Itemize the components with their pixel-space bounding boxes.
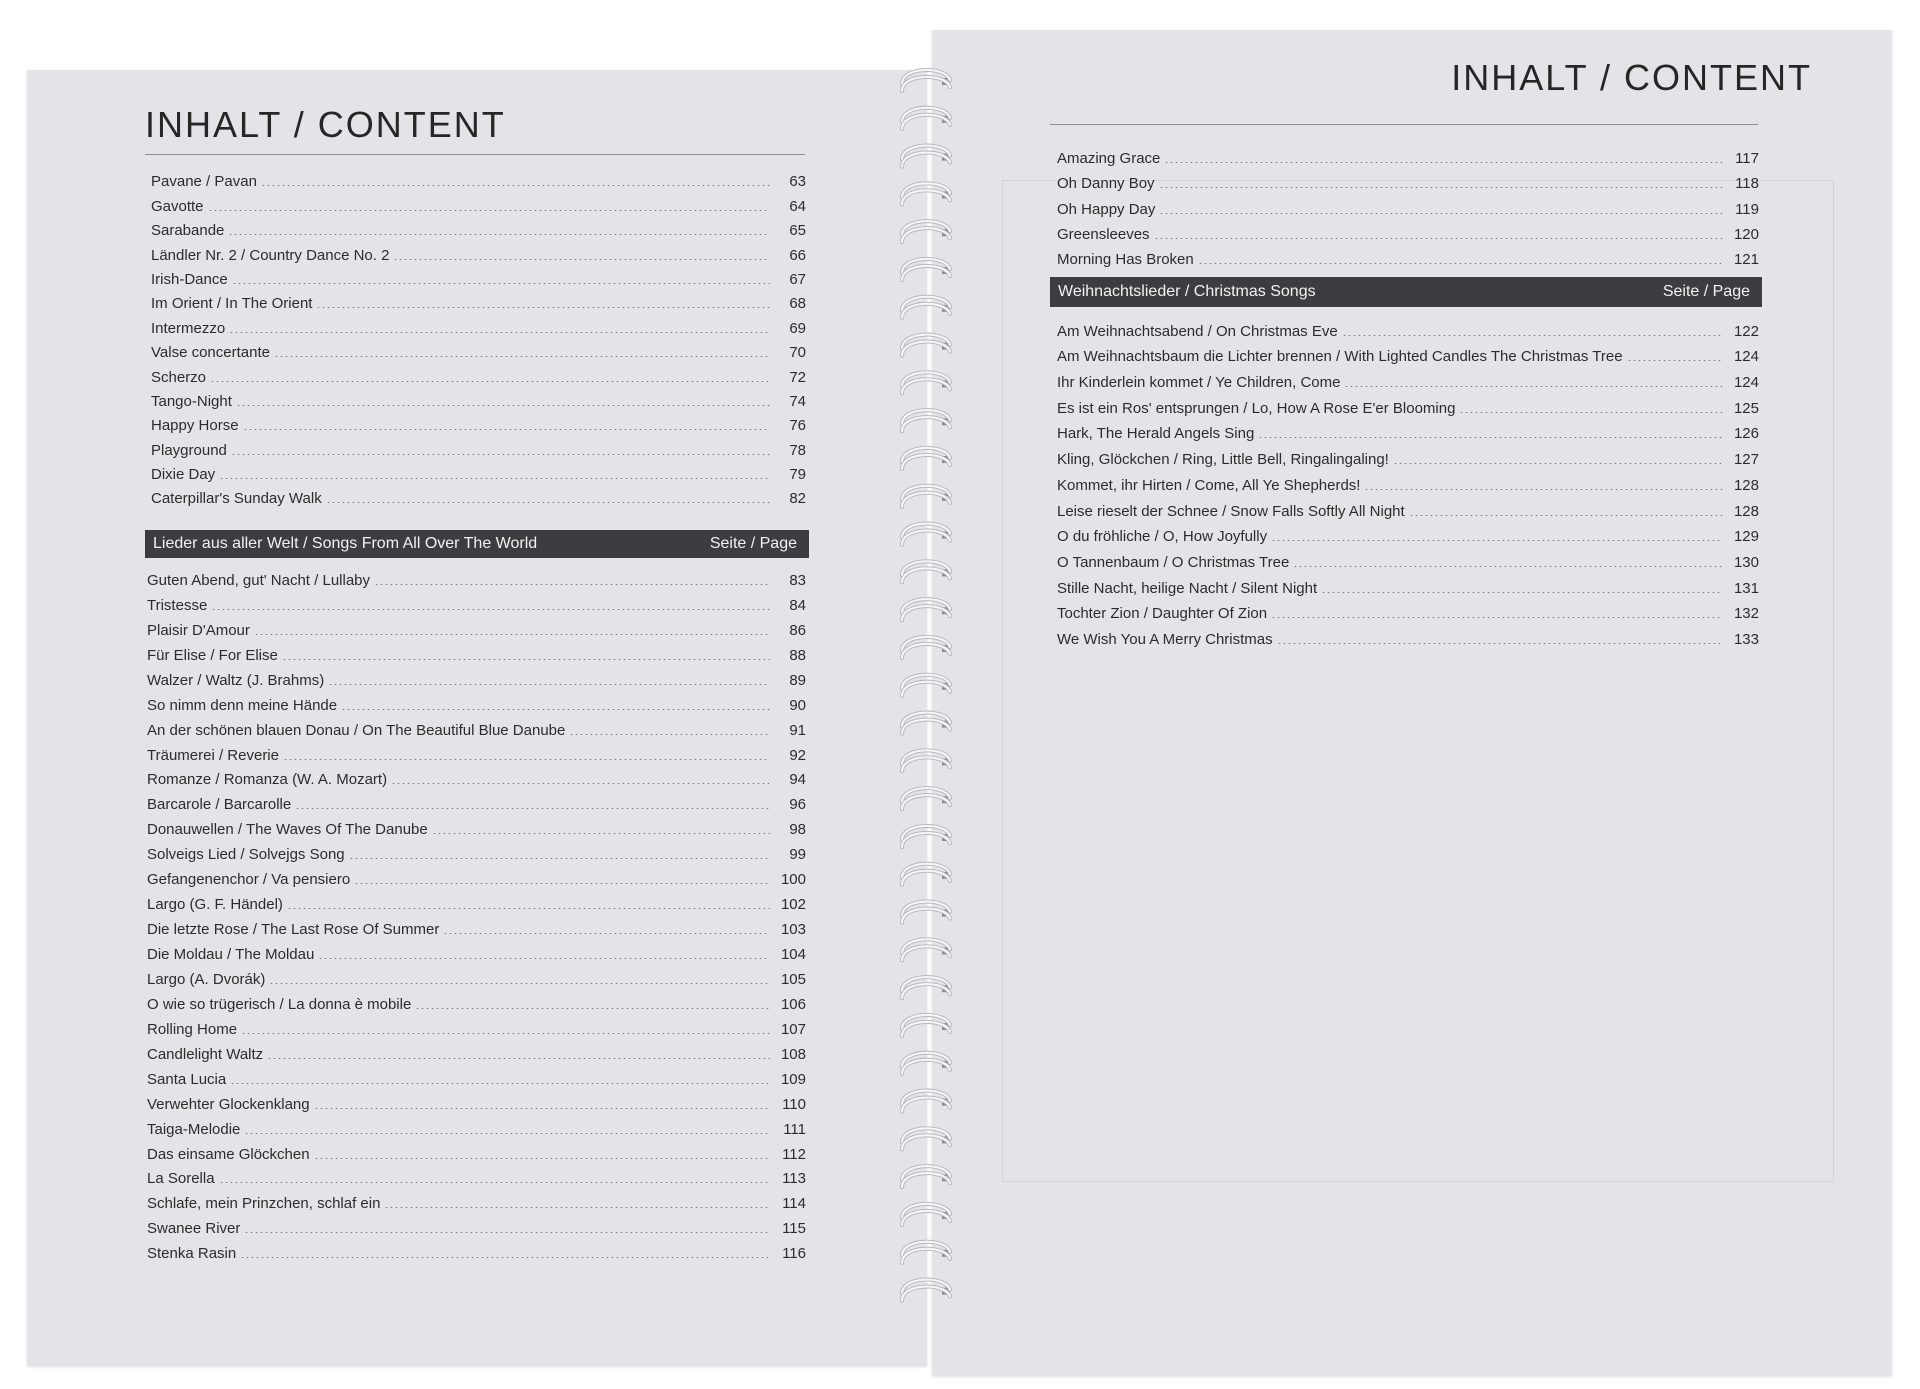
toc-entry bbox=[1057, 142, 1759, 167]
toc-entry-title: Ihr Kinderlein kommet / Ye Children, Come bbox=[1057, 374, 1341, 392]
spiral-loop bbox=[902, 788, 950, 809]
toc-entry bbox=[1057, 167, 1759, 192]
toc-entry-page: 70 bbox=[789, 344, 806, 362]
toc-entry-page: 124 bbox=[1733, 348, 1759, 366]
toc-entry bbox=[147, 1163, 806, 1188]
toc-entry-title: Donauwellen / The Waves Of The Danube bbox=[147, 821, 428, 839]
toc-entry bbox=[151, 337, 806, 361]
spiral-loop bbox=[902, 1166, 950, 1187]
dot-leader bbox=[341, 709, 770, 710]
toc-entry bbox=[151, 264, 806, 288]
toc-entry-page: 78 bbox=[789, 441, 806, 459]
toc-entry bbox=[147, 1088, 806, 1113]
dot-leader bbox=[374, 584, 770, 585]
toc-entry bbox=[147, 988, 806, 1013]
dot-leader bbox=[1154, 238, 1723, 239]
page-title: INHALT / CONTENT bbox=[145, 104, 506, 145]
dot-leader bbox=[269, 983, 770, 984]
toc-entry bbox=[151, 190, 806, 214]
dot-leader bbox=[231, 454, 770, 455]
toc-entry bbox=[147, 564, 806, 589]
dot-leader bbox=[354, 883, 770, 884]
toc-entry bbox=[1057, 622, 1759, 648]
spiral-loop bbox=[902, 675, 950, 696]
spiral-loop bbox=[902, 750, 950, 771]
toc-entry-title: Schlafe, mein Prinzchen, schlaf ein bbox=[147, 1195, 381, 1213]
toc-entry-title: Barcarole / Barcarolle bbox=[147, 796, 292, 814]
dot-leader bbox=[1364, 489, 1723, 490]
toc-entry bbox=[151, 434, 806, 458]
toc-entry-title: O Tannenbaum / O Christmas Tree bbox=[1057, 553, 1290, 571]
toc-entry-page: 128 bbox=[1733, 476, 1759, 494]
toc-entry-page: 88 bbox=[789, 646, 806, 664]
toc-entry-page: 106 bbox=[780, 995, 806, 1013]
toc-entry-page: 84 bbox=[789, 596, 806, 614]
dot-leader bbox=[443, 933, 770, 934]
toc-entry-page: 103 bbox=[780, 921, 806, 939]
toc-entry-title: Am Weihnachtsabend / On Christmas Eve bbox=[1057, 322, 1338, 340]
dot-leader bbox=[261, 185, 770, 186]
dot-leader bbox=[282, 659, 770, 660]
toc-entry-title: Gefangenenchor / Va pensiero bbox=[147, 871, 351, 889]
toc-entry bbox=[147, 913, 806, 938]
spiral-loop bbox=[902, 1091, 950, 1112]
spiral-loop bbox=[902, 108, 950, 129]
dot-leader bbox=[1258, 437, 1723, 438]
dot-leader bbox=[415, 1008, 770, 1009]
toc-entry-title: Verwehter Glockenklang bbox=[147, 1095, 310, 1113]
toc-entry-page: 63 bbox=[789, 173, 806, 191]
section-page-label: Seite / Page bbox=[709, 535, 797, 552]
toc-entry-page: 104 bbox=[780, 946, 806, 963]
toc-entry bbox=[147, 714, 806, 739]
dot-leader bbox=[316, 307, 770, 308]
toc-entry-page: 109 bbox=[780, 1070, 806, 1088]
toc-entry-title: O wie so trügerisch / La donna è mobile bbox=[147, 995, 412, 1013]
toc-entry bbox=[147, 1063, 806, 1088]
dot-leader bbox=[267, 1058, 770, 1059]
spiral-loop bbox=[902, 1204, 950, 1225]
dot-leader bbox=[1164, 162, 1723, 163]
dot-leader bbox=[1409, 515, 1723, 516]
dot-leader bbox=[236, 405, 770, 406]
toc-entry bbox=[147, 1138, 806, 1163]
toc-entry-title: Taiga-Melodie bbox=[147, 1120, 241, 1138]
dot-leader bbox=[1271, 617, 1723, 618]
section-page-label: Seite / Page bbox=[1662, 283, 1750, 300]
toc-entry-title: La Sorella bbox=[147, 1170, 215, 1188]
section-title: Weihnachtslieder / Christmas Songs bbox=[1058, 283, 1316, 300]
toc-entry bbox=[1057, 340, 1759, 366]
toc-entry-title: Amazing Grace bbox=[1057, 150, 1161, 168]
dot-leader bbox=[210, 381, 770, 382]
toc-entry-page: 67 bbox=[789, 270, 806, 288]
toc-entry-title: Santa Lucia bbox=[147, 1070, 227, 1088]
dot-leader bbox=[1627, 360, 1723, 361]
toc-entry-page: 89 bbox=[789, 671, 806, 689]
toc-entry-page: 128 bbox=[1733, 502, 1759, 520]
toc-entry-title: Ländler Nr. 2 / Country Dance No. 2 bbox=[151, 246, 390, 264]
toc-entry bbox=[147, 888, 806, 913]
spiral-loop bbox=[902, 637, 950, 658]
dot-leader bbox=[243, 429, 770, 430]
toc-entry-title: Stenka Rasin bbox=[147, 1245, 237, 1263]
dot-leader bbox=[232, 283, 770, 284]
toc-entry-page: 74 bbox=[789, 392, 806, 410]
toc-entry-page: 119 bbox=[1735, 200, 1759, 218]
toc-entry bbox=[147, 863, 806, 888]
dot-leader bbox=[208, 210, 770, 211]
spiral-loop bbox=[902, 1280, 950, 1301]
toc-entry bbox=[147, 788, 806, 813]
toc-entry bbox=[151, 288, 806, 312]
section-title: Lieder aus aller Welt / Songs From All Over The World bbox=[153, 535, 538, 552]
dot-leader bbox=[228, 234, 770, 235]
toc-entry bbox=[1057, 494, 1759, 520]
toc-entry-title: Stille Nacht, heilige Nacht / Silent Night bbox=[1057, 579, 1318, 597]
dot-leader bbox=[384, 1207, 770, 1208]
dot-leader bbox=[229, 332, 770, 333]
toc-entry-title: Scherzo bbox=[151, 368, 207, 386]
toc-entry-title: Kommet, ihr Hirten / Come, All Ye Shepherds! bbox=[1057, 476, 1361, 494]
toc-entry-title: An der schönen blauen Donau / On The Beautiful Blue Danube bbox=[147, 721, 566, 739]
dot-leader bbox=[314, 1108, 770, 1109]
spiral-loop bbox=[902, 297, 950, 318]
spiral-loop bbox=[902, 864, 950, 885]
toc-entry-title: Morning Has Broken bbox=[1057, 250, 1194, 268]
toc-entry bbox=[151, 361, 806, 385]
toc-entry-page: 108 bbox=[780, 1045, 806, 1063]
toc-entry-page: 120 bbox=[1733, 225, 1759, 243]
toc-entry-title: Pavane / Pavan bbox=[151, 173, 257, 191]
toc-entry bbox=[1057, 571, 1759, 597]
toc-entry-title: Guten Abend, gut' Nacht / Lullaby bbox=[147, 571, 371, 589]
toc-entry-title: Oh Danny Boy bbox=[1057, 175, 1155, 193]
dot-leader bbox=[326, 502, 770, 503]
toc-entry bbox=[151, 312, 806, 336]
toc-entry-page: 92 bbox=[789, 746, 806, 764]
toc-entry bbox=[1057, 597, 1759, 623]
dot-leader bbox=[349, 858, 770, 859]
dot-leader bbox=[1459, 412, 1723, 413]
toc-entry-title: Solveigs Lied / Solvejgs Song bbox=[147, 846, 345, 864]
toc-entry bbox=[151, 386, 806, 410]
dot-leader bbox=[1344, 386, 1723, 387]
spiral-loop bbox=[902, 221, 950, 242]
dot-leader bbox=[1159, 213, 1723, 214]
toc-entry bbox=[151, 215, 806, 239]
toc-entry-title: Valse concertante bbox=[151, 344, 270, 362]
dot-leader bbox=[274, 356, 770, 357]
toc-entry bbox=[151, 239, 806, 263]
toc-entry-page: 118 bbox=[1735, 175, 1759, 193]
toc-entry bbox=[1057, 442, 1759, 468]
toc-entry bbox=[151, 459, 806, 483]
toc-entry bbox=[151, 166, 806, 190]
toc-entry-page: 114 bbox=[782, 1195, 806, 1213]
toc-entry-page: 79 bbox=[789, 466, 806, 484]
spiral-loop bbox=[902, 259, 950, 280]
toc-entry-title: Sarabande bbox=[151, 222, 225, 240]
spiral-loop bbox=[902, 1015, 950, 1036]
toc-entry-title: Plaisir D'Amour bbox=[147, 621, 250, 639]
toc-entry-page: 105 bbox=[780, 970, 806, 988]
toc-entry-page: 130 bbox=[1733, 553, 1759, 571]
toc-entry-page: 131 bbox=[1733, 579, 1759, 597]
spiral-loop bbox=[902, 524, 950, 545]
spiral-loop bbox=[902, 448, 950, 469]
toc-entry-page: 116 bbox=[782, 1245, 806, 1263]
spiral-loop bbox=[902, 561, 950, 582]
toc-entry bbox=[147, 1187, 806, 1212]
toc-entry bbox=[147, 963, 806, 988]
toc-entry bbox=[147, 813, 806, 838]
toc-entry-title: Playground bbox=[151, 441, 227, 459]
title-rule bbox=[1050, 124, 1758, 125]
dot-leader bbox=[1271, 540, 1723, 541]
toc-entry-page: 96 bbox=[789, 796, 806, 814]
dot-leader bbox=[241, 1033, 770, 1034]
dot-leader bbox=[1321, 592, 1723, 593]
toc-entry-page: 86 bbox=[789, 621, 806, 639]
toc-entry-title: Dixie Day bbox=[151, 466, 216, 484]
spiral-loop bbox=[902, 146, 950, 167]
spiral-loop bbox=[902, 977, 950, 998]
toc-entry-title: Largo (G. F. Händel) bbox=[147, 896, 283, 914]
toc-entry bbox=[151, 483, 806, 507]
spiral-loop bbox=[902, 183, 950, 204]
dot-leader bbox=[1159, 187, 1723, 188]
toc-entry-title: So nimm denn meine Hände bbox=[147, 696, 338, 714]
spiral-loop bbox=[902, 599, 950, 620]
toc-entry-title: Die Moldau / The Moldau bbox=[147, 946, 315, 963]
toc-entry bbox=[1057, 218, 1759, 243]
dot-leader bbox=[230, 1083, 770, 1084]
toc-entry-page: 126 bbox=[1733, 425, 1759, 443]
toc-entry-title: Das einsame Glöckchen bbox=[147, 1145, 310, 1163]
toc-entry-page: 115 bbox=[782, 1220, 806, 1238]
toc-entry-page: 76 bbox=[789, 417, 806, 435]
toc-entry-page: 66 bbox=[789, 246, 806, 264]
toc-entry-page: 83 bbox=[789, 571, 806, 589]
toc-entry bbox=[1057, 545, 1759, 571]
toc-entry bbox=[147, 589, 806, 614]
toc-entry-page: 125 bbox=[1733, 399, 1759, 417]
toc-entry-page: 90 bbox=[789, 696, 806, 714]
toc-entry-title: Am Weihnachtsbaum die Lichter brennen / With Lighted Candles The Christmas Tree bbox=[1057, 348, 1623, 366]
toc-entry-page: 98 bbox=[789, 821, 806, 839]
spiral-binding-icon bbox=[880, 60, 970, 1350]
toc-entry-page: 127 bbox=[1733, 451, 1759, 469]
dot-leader bbox=[1342, 335, 1723, 336]
spiral-loop bbox=[902, 713, 950, 734]
toc-entry bbox=[1057, 391, 1759, 417]
toc-entry-page: 110 bbox=[782, 1095, 806, 1113]
toc-entry-page: 99 bbox=[789, 846, 806, 864]
section-header bbox=[145, 530, 809, 558]
dot-leader bbox=[283, 759, 770, 760]
spiral-loop bbox=[902, 1242, 950, 1263]
toc-entry-title: Im Orient / In The Orient bbox=[151, 295, 313, 313]
toc-entry-page: 117 bbox=[1735, 150, 1759, 168]
toc-entry bbox=[147, 739, 806, 764]
toc-entry-page: 107 bbox=[780, 1020, 806, 1038]
toc-entry bbox=[147, 1237, 806, 1262]
dot-leader bbox=[254, 634, 770, 635]
spiral-loop bbox=[902, 372, 950, 393]
toc-entry-title: Largo (A. Dvorák) bbox=[147, 970, 266, 988]
spiral-loop bbox=[902, 410, 950, 431]
spiral-loop bbox=[902, 70, 950, 91]
dot-leader bbox=[211, 609, 770, 610]
toc-entry-title: O du fröhliche / O, How Joyfully bbox=[1057, 528, 1268, 546]
toc-entry bbox=[1057, 468, 1759, 494]
dot-leader bbox=[287, 908, 770, 909]
dot-leader bbox=[219, 478, 770, 479]
toc-list bbox=[1057, 142, 1759, 268]
toc-entry-title: Walzer / Waltz (J. Brahms) bbox=[147, 671, 325, 689]
spiral-loop bbox=[902, 939, 950, 960]
toc-entry-title: Die letzte Rose / The Last Rose Of Summer bbox=[147, 921, 440, 939]
toc-entry bbox=[147, 639, 806, 664]
toc-entry-title: Träumerei / Reverie bbox=[147, 746, 279, 764]
toc-entry bbox=[147, 1013, 806, 1038]
dot-leader bbox=[432, 833, 770, 834]
spiral-loop bbox=[902, 826, 950, 847]
toc-entry-page: 132 bbox=[1733, 605, 1759, 623]
toc-entry-title: Swanee River bbox=[147, 1220, 241, 1238]
toc-entry bbox=[1057, 192, 1759, 217]
toc-entry-title: Irish-Dance bbox=[151, 270, 228, 288]
toc-list bbox=[151, 166, 806, 507]
dot-leader bbox=[391, 783, 770, 784]
toc-entry bbox=[151, 410, 806, 434]
toc-entry-title: Kling, Glöckchen / Ring, Little Bell, Ringalingaling! bbox=[1057, 451, 1389, 469]
toc-entry-page: 64 bbox=[789, 197, 806, 215]
toc-entry-page: 69 bbox=[789, 319, 806, 337]
spiral-loop bbox=[902, 1128, 950, 1149]
toc-entry-title: Tochter Zion / Daughter Of Zion bbox=[1057, 605, 1268, 623]
toc-entry-page: 100 bbox=[780, 871, 806, 889]
toc-entry bbox=[147, 689, 806, 714]
page-title: INHALT / CONTENT bbox=[1451, 57, 1812, 98]
dot-leader bbox=[1393, 463, 1723, 464]
section-header bbox=[1050, 277, 1762, 307]
dot-leader bbox=[328, 684, 770, 685]
toc-entry-title: Happy Horse bbox=[151, 417, 239, 435]
spiral-loop bbox=[902, 1053, 950, 1074]
right-page bbox=[932, 30, 1892, 1376]
toc-entry bbox=[147, 664, 806, 689]
toc-entry-title: Leise rieselt der Schnee / Snow Falls Softly All Night bbox=[1057, 502, 1405, 520]
toc-entry-page: 129 bbox=[1733, 528, 1759, 546]
toc-entry bbox=[147, 1113, 806, 1138]
toc-entry-title: Candlelight Waltz bbox=[147, 1045, 264, 1063]
toc-entry-page: 82 bbox=[789, 490, 806, 508]
toc-entry bbox=[147, 614, 806, 639]
dot-leader bbox=[569, 734, 770, 735]
dot-leader bbox=[1198, 263, 1723, 264]
toc-entry-page: 102 bbox=[780, 896, 806, 914]
toc-entry-title: Romanze / Romanza (W. A. Mozart) bbox=[147, 771, 388, 789]
toc-list bbox=[147, 564, 806, 1262]
toc-entry-title: Intermezzo bbox=[151, 319, 226, 337]
dot-leader bbox=[244, 1232, 770, 1233]
toc-entry-page: 112 bbox=[782, 1145, 806, 1163]
toc-entry bbox=[1057, 314, 1759, 340]
dot-leader bbox=[240, 1257, 770, 1258]
spiral-loop bbox=[902, 902, 950, 923]
left-page bbox=[27, 70, 927, 1366]
toc-entry-page: 133 bbox=[1733, 630, 1759, 648]
spiral-loop bbox=[902, 486, 950, 507]
toc-entry-title: Tango-Night bbox=[151, 392, 232, 410]
toc-entry bbox=[1057, 243, 1759, 268]
toc-entry-title: Rolling Home bbox=[147, 1020, 238, 1038]
toc-entry bbox=[147, 838, 806, 863]
title-rule bbox=[145, 154, 805, 155]
toc-entry-title: We Wish You A Merry Christmas bbox=[1057, 630, 1273, 648]
toc-entry-page: 113 bbox=[782, 1170, 806, 1188]
dot-leader bbox=[314, 1158, 770, 1159]
spiral-loop bbox=[902, 335, 950, 356]
toc-entry-title: Greensleeves bbox=[1057, 225, 1150, 243]
toc-entry-title: Es ist ein Ros' entsprungen / Lo, How A Rose E'er Blooming bbox=[1057, 399, 1456, 417]
dot-leader bbox=[318, 958, 770, 959]
toc-entry bbox=[147, 764, 806, 789]
toc-entry bbox=[147, 1212, 806, 1237]
toc-entry bbox=[147, 938, 806, 963]
toc-entry-page: 122 bbox=[1733, 322, 1759, 340]
toc-entry-title: Oh Happy Day bbox=[1057, 200, 1156, 218]
toc-entry-page: 94 bbox=[789, 771, 806, 789]
dot-leader bbox=[244, 1133, 770, 1134]
toc-entry bbox=[147, 1038, 806, 1063]
dot-leader bbox=[1293, 566, 1723, 567]
toc-entry-title: Für Elise / For Elise bbox=[147, 646, 278, 664]
toc-entry-title: Tristesse bbox=[147, 596, 208, 614]
dot-leader bbox=[393, 259, 770, 260]
toc-entry-page: 68 bbox=[789, 295, 806, 313]
dot-leader bbox=[219, 1182, 770, 1183]
toc-entry-page: 72 bbox=[789, 368, 806, 386]
toc-entry bbox=[1057, 520, 1759, 546]
toc-entry-title: Hark, The Herald Angels Sing bbox=[1057, 425, 1255, 443]
toc-entry-page: 111 bbox=[783, 1120, 806, 1138]
toc-entry-page: 124 bbox=[1733, 374, 1759, 392]
dot-leader bbox=[295, 808, 770, 809]
toc-entry bbox=[1057, 417, 1759, 443]
toc-entry-page: 65 bbox=[789, 222, 806, 240]
toc-entry-title: Gavotte bbox=[151, 197, 204, 215]
toc-entry-page: 121 bbox=[1733, 250, 1759, 268]
toc-entry bbox=[1057, 365, 1759, 391]
toc-entry-title: Caterpillar's Sunday Walk bbox=[151, 490, 322, 508]
dot-leader bbox=[1277, 643, 1723, 644]
toc-list bbox=[1057, 314, 1759, 648]
toc-entry-page: 91 bbox=[789, 721, 806, 739]
